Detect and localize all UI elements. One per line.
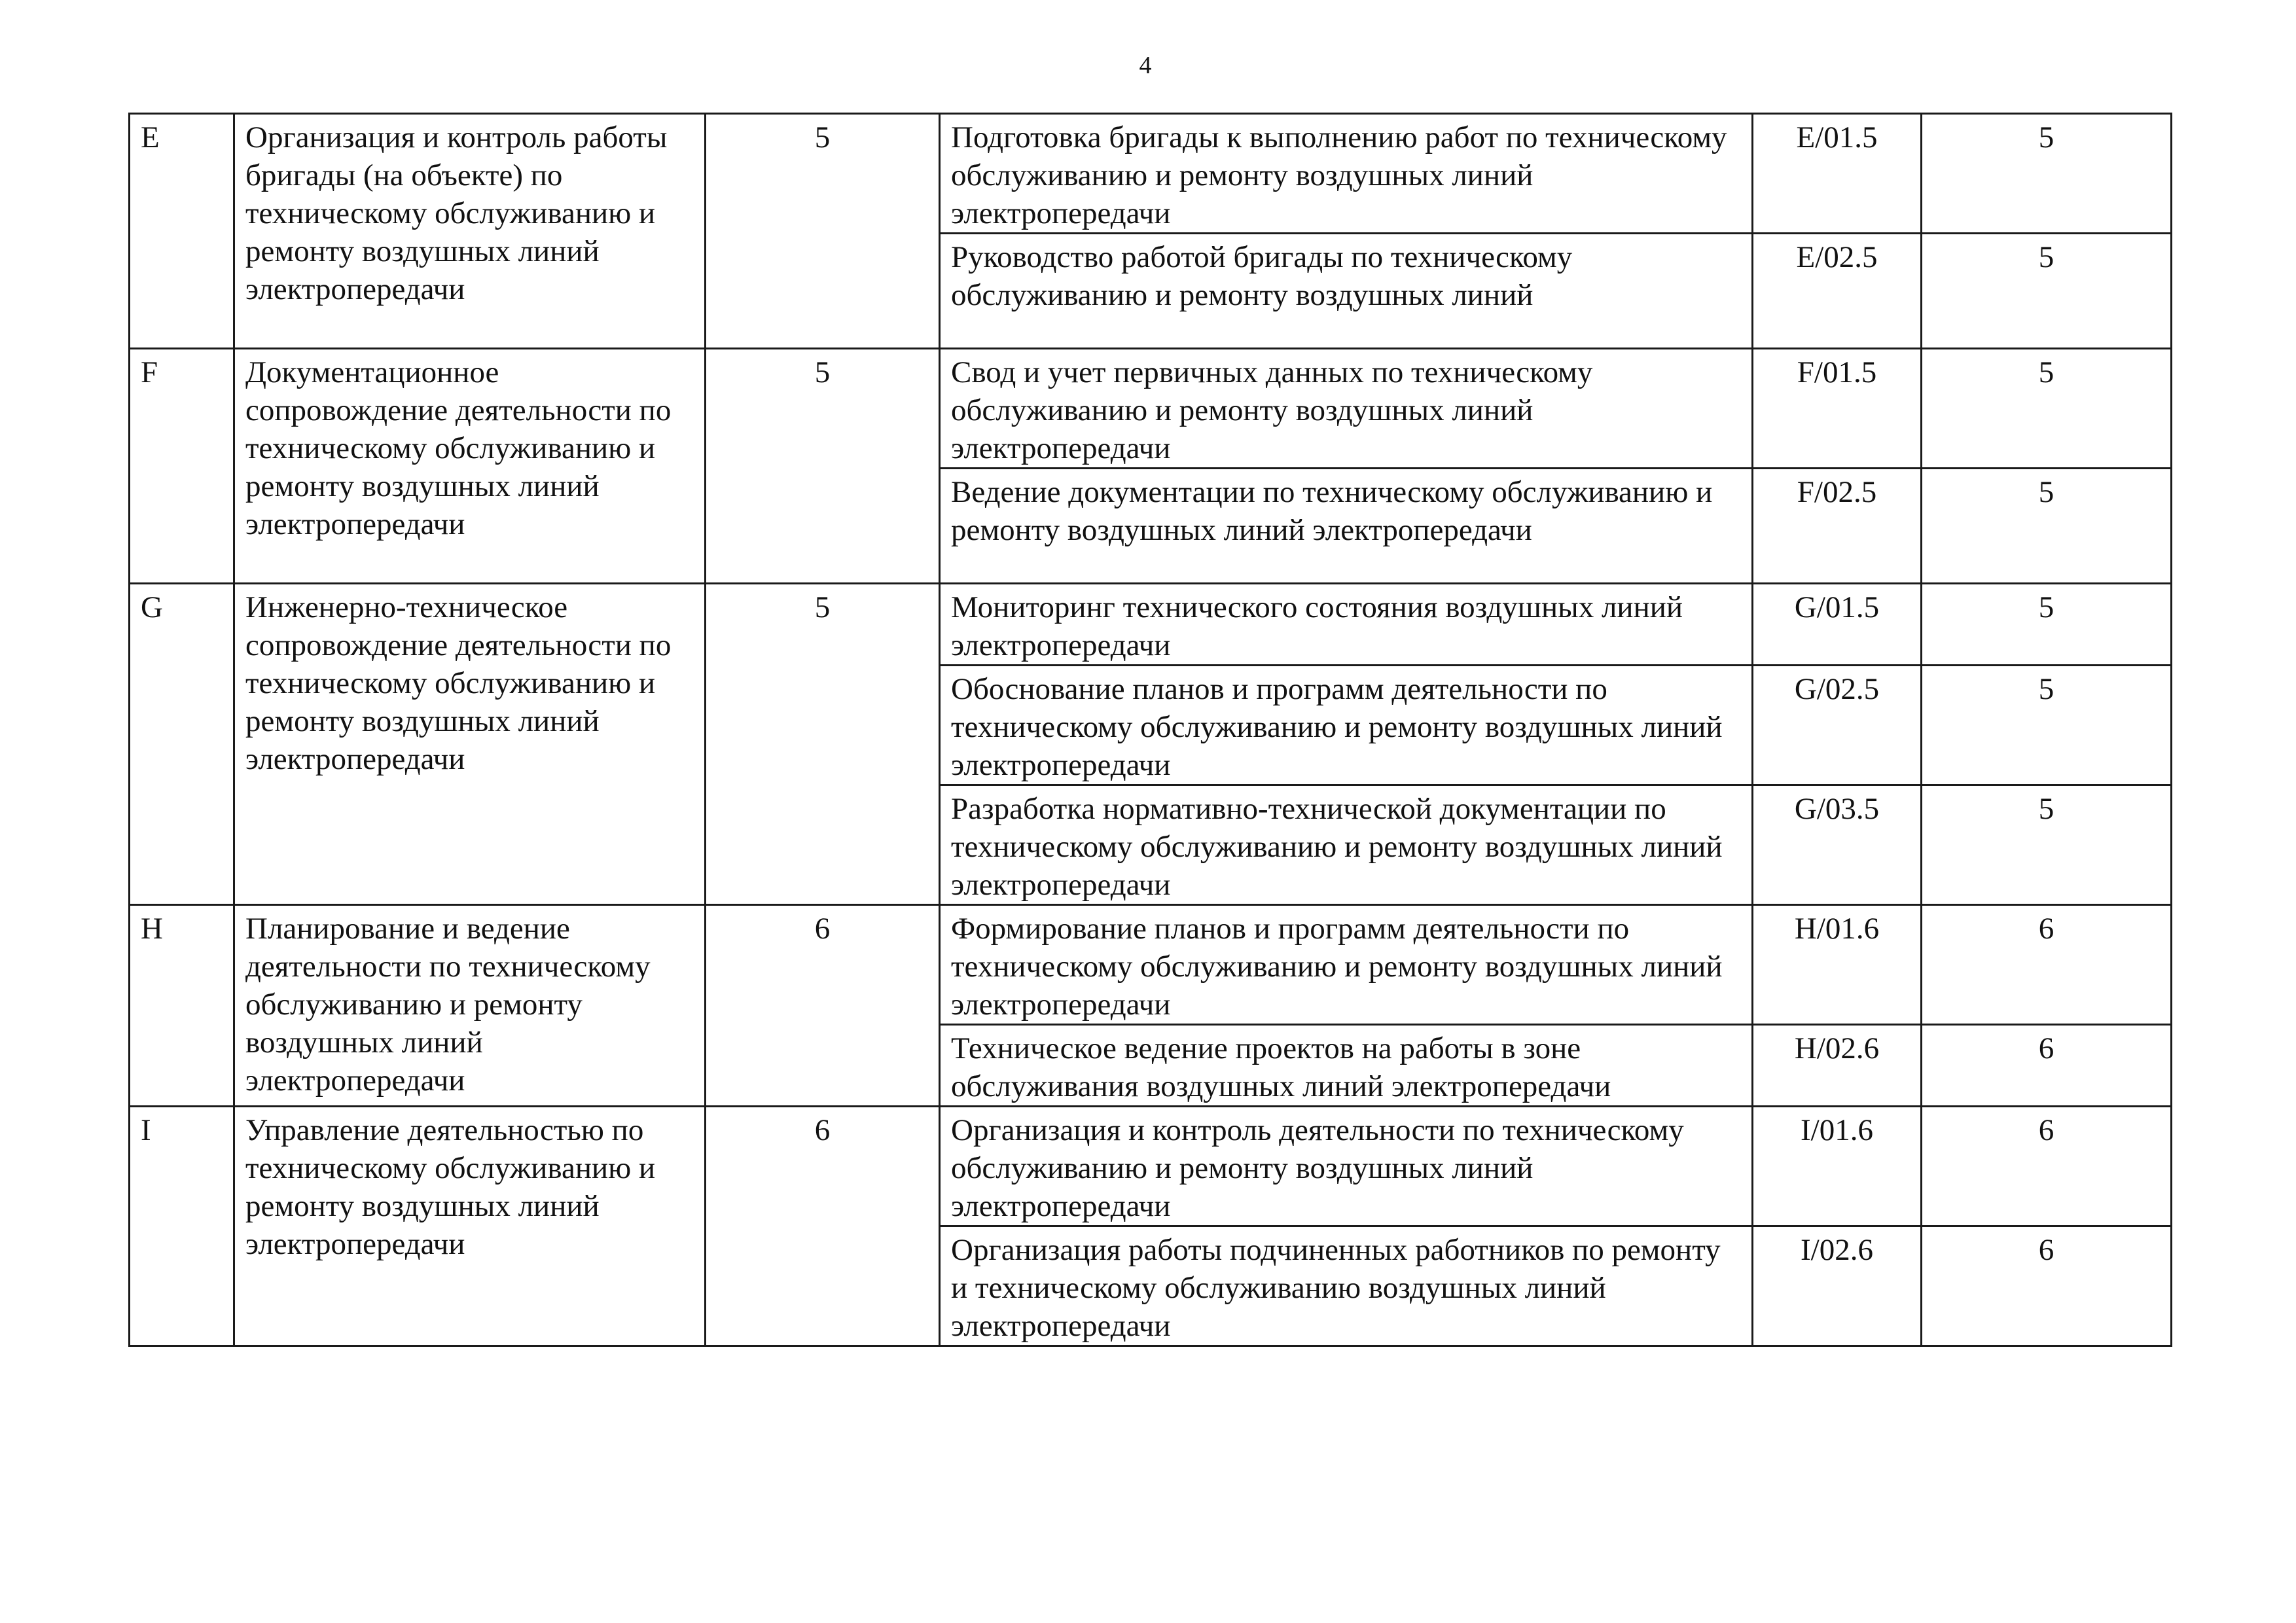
table-row xyxy=(130,349,2172,469)
sub-qualification-level: 5 xyxy=(1922,584,2172,666)
table-row xyxy=(130,905,2172,1025)
labor-function-code: F/01.5 xyxy=(1753,349,1922,469)
labor-function-code: E/01.5 xyxy=(1753,114,1922,234)
labor-function-code: F/02.5 xyxy=(1753,469,1922,584)
labor-function-code: G/01.5 xyxy=(1753,584,1922,666)
labor-function-code: E/02.5 xyxy=(1753,234,1922,349)
generalized-function-code: F xyxy=(130,349,234,584)
labor-function-name: Мониторинг технического состояния воздушных линий электропередачи xyxy=(940,584,1753,666)
sub-qualification-level: 6 xyxy=(1922,905,2172,1025)
sub-qualification-level: 5 xyxy=(1922,234,2172,349)
labor-function-code: G/02.5 xyxy=(1753,666,1922,785)
labor-function-name: Разработка нормативно-технической документации по техническому обслуживанию и ремонту воздушных линий электропередачи xyxy=(940,785,1753,905)
table-row xyxy=(130,584,2172,666)
labor-function-name: Подготовка бригады к выполнению работ по техническому обслуживанию и ремонту воздушных линий электропередачи xyxy=(940,114,1753,234)
generalized-function-name: Инженерно-техническое сопровождение деятельности по техническому обслуживанию и ремонту воздушных линий электропередачи xyxy=(234,584,706,905)
generalized-function-name: Планирование и ведение деятельности по техническому обслуживанию и ремонту воздушных линий электропередачи xyxy=(234,905,706,1107)
labor-function-name: Организация работы подчиненных работников по ремонту и техническому обслуживанию воздушных линий электропередачи xyxy=(940,1226,1753,1346)
generalized-function-name: Организация и контроль работы бригады (на объекте) по техническому обслуживанию и ремонту воздушных линий электропередачи xyxy=(234,114,706,349)
page-number: 4 xyxy=(1139,52,1152,79)
generalized-function-code: G xyxy=(130,584,234,905)
sub-qualification-level: 5 xyxy=(1922,785,2172,905)
generalized-function-code: H xyxy=(130,905,234,1107)
qualification-level: 5 xyxy=(706,349,940,584)
generalized-function-code: I xyxy=(130,1107,234,1346)
labor-functions-table xyxy=(128,113,2172,1347)
labor-function-name: Руководство работой бригады по техническому обслуживанию и ремонту воздушных линий xyxy=(940,234,1753,349)
sub-qualification-level: 5 xyxy=(1922,114,2172,234)
qualification-level: 5 xyxy=(706,584,940,905)
labor-function-name: Обоснование планов и программ деятельности по техническому обслуживанию и ремонту воздушных линий электропередачи xyxy=(940,666,1753,785)
generalized-function-name: Документационное сопровождение деятельности по техническому обслуживанию и ремонту воздушных линий электропередачи xyxy=(234,349,706,584)
sub-qualification-level: 5 xyxy=(1922,349,2172,469)
labor-function-code: H/02.6 xyxy=(1753,1025,1922,1107)
table-row xyxy=(130,1107,2172,1226)
labor-function-code: I/01.6 xyxy=(1753,1107,1922,1226)
sub-qualification-level: 6 xyxy=(1922,1107,2172,1226)
sub-qualification-level: 6 xyxy=(1922,1025,2172,1107)
qualification-level: 6 xyxy=(706,905,940,1107)
labor-function-name: Организация и контроль деятельности по техническому обслуживанию и ремонту воздушных линий электропередачи xyxy=(940,1107,1753,1226)
labor-function-name: Формирование планов и программ деятельности по техническому обслуживанию и ремонту воздушных линий электропередачи xyxy=(940,905,1753,1025)
labor-function-name: Ведение документации по техническому обслуживанию и ремонту воздушных линий электропередачи xyxy=(940,469,1753,584)
labor-function-name: Свод и учет первичных данных по техническому обслуживанию и ремонту воздушных линий электропередачи xyxy=(940,349,1753,469)
sub-qualification-level: 5 xyxy=(1922,469,2172,584)
generalized-function-code: E xyxy=(130,114,234,349)
labor-function-code: G/03.5 xyxy=(1753,785,1922,905)
sub-qualification-level: 6 xyxy=(1922,1226,2172,1346)
labor-function-code: H/01.6 xyxy=(1753,905,1922,1025)
sub-qualification-level: 5 xyxy=(1922,666,2172,785)
generalized-function-name: Управление деятельностью по техническому обслуживанию и ремонту воздушных линий электропередачи xyxy=(234,1107,706,1346)
qualification-level: 5 xyxy=(706,114,940,349)
qualification-level: 6 xyxy=(706,1107,940,1346)
labor-function-name: Техническое ведение проектов на работы в зоне обслуживания воздушных линий электропередачи xyxy=(940,1025,1753,1107)
labor-function-code: I/02.6 xyxy=(1753,1226,1922,1346)
table-row xyxy=(130,114,2172,234)
